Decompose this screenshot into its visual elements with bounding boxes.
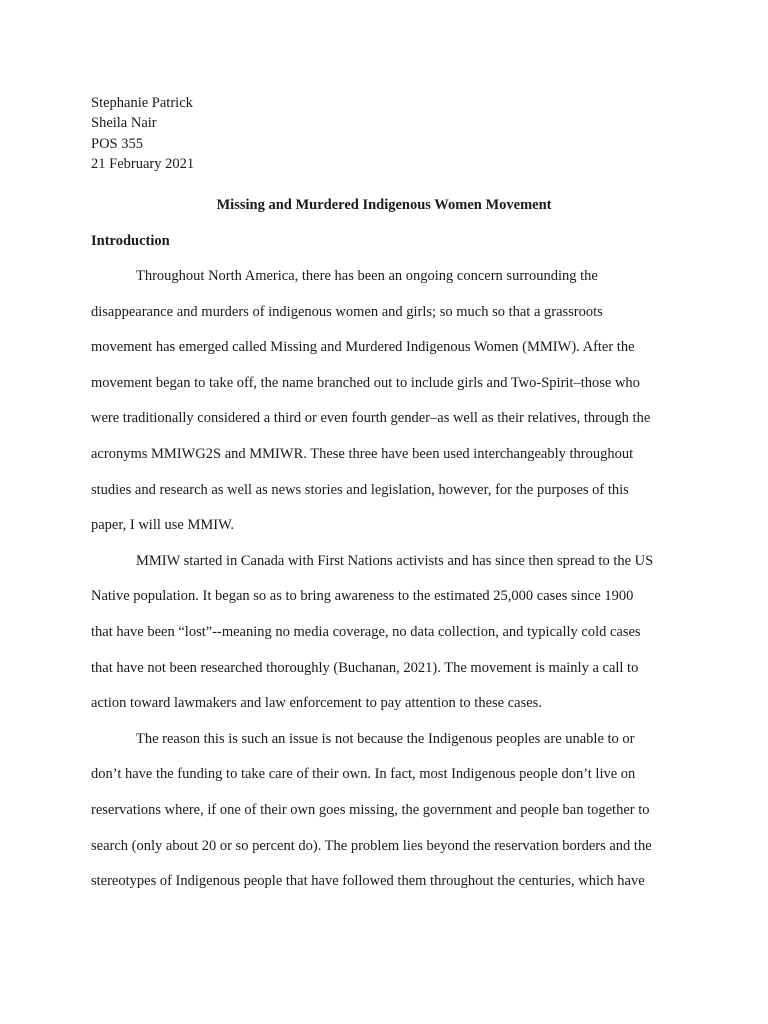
paragraph xyxy=(91,549,681,727)
course-code: POS 355 xyxy=(91,135,143,152)
paragraph-line: don’t have the funding to take care of their own. In fact, most Indigenous people don’t live on xyxy=(91,766,636,783)
paragraph-line: reservations where, if one of their own goes missing, the government and people ban together to xyxy=(91,801,650,818)
document-header xyxy=(91,93,194,174)
paragraph xyxy=(91,727,681,905)
paragraph-line: Native population. It began so as to bring awareness to the estimated 25,000 cases since 1900 xyxy=(91,588,634,605)
document-title: Missing and Murdered Indigenous Women Movement xyxy=(216,197,552,213)
paragraph-line: Throughout North America, there has been an ongoing concern surrounding the xyxy=(136,268,598,284)
paragraph-line: The reason this is such an issue is not because the Indigenous peoples are unable to or xyxy=(136,730,635,747)
document-body xyxy=(91,264,681,905)
student-name: Stephanie Patrick xyxy=(91,95,193,111)
paragraph-line: that have been “lost”--meaning no media coverage, no data collection, and typically cold cases xyxy=(91,623,641,640)
paragraph-line: disappearance and murders of indigenous women and girls; so much so that a grassroots xyxy=(91,303,603,320)
paragraph-line: paper, I will use MMIW. xyxy=(91,517,235,534)
paragraph xyxy=(91,264,681,549)
document-date: 21 February 2021 xyxy=(91,155,195,172)
paragraph-line: stereotypes of Indigenous people that have followed them throughout the centuries, which have xyxy=(91,873,645,890)
paragraph-line: were traditionally considered a third or even fourth gender–as well as their relatives, through the xyxy=(91,410,651,427)
paragraph-line: action toward lawmakers and law enforcement to pay attention to these cases. xyxy=(91,695,542,712)
paragraph-line: movement began to take off, the name branched out to include girls and Two-Spirit–those who xyxy=(91,374,640,391)
paragraph-line: search (only about 20 or so percent do). The problem lies beyond the reservation borders and the xyxy=(91,837,652,854)
paragraph-line: acronyms MMIWG2S and MMIWR. These three have been used interchangeably throughout xyxy=(91,445,634,462)
paragraph-line: that have not been researched thoroughly (Buchanan, 2021). The movement is mainly a call to xyxy=(91,659,639,676)
paragraph-line: studies and research as well as news stories and legislation, however, for the purposes of this xyxy=(91,481,629,498)
paragraph-line: MMIW started in Canada with First Nations activists and has since then spread to the US xyxy=(136,552,654,569)
section-heading: Introduction xyxy=(91,233,170,249)
paragraph-line: movement has emerged called Missing and Murdered Indigenous Women (MMIW). After the xyxy=(91,339,635,356)
instructor-name: Sheila Nair xyxy=(91,115,157,132)
